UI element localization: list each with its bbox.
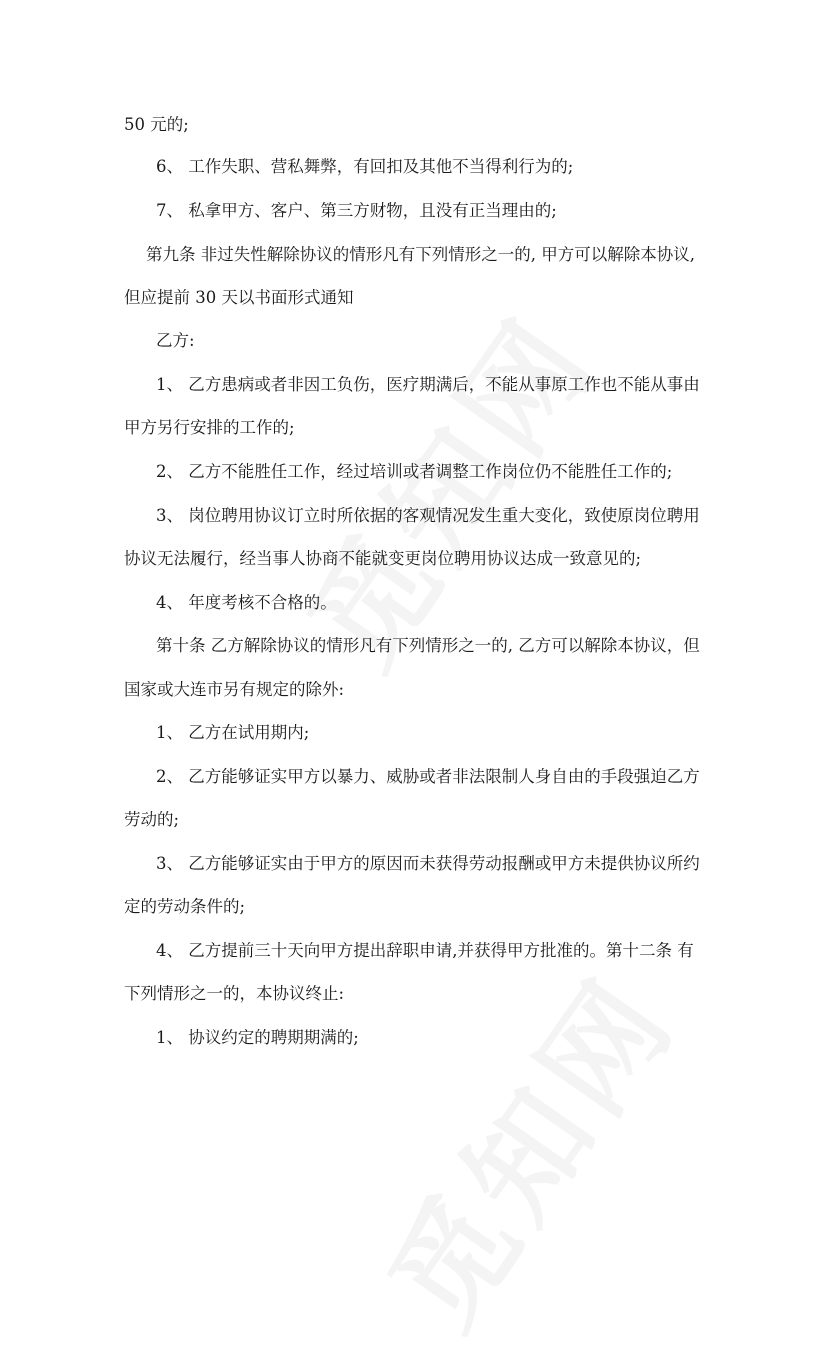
text-line: 第九条 非过失性解除协议的情形凡有下列情形之一的, 甲方可以解除本协议, — [146, 245, 695, 264]
text-line: 50 元的; — [124, 115, 189, 134]
text-line: 2、 乙方能够证实甲方以暴力、威胁或者非法限制人身自由的手段强迫乙方 — [156, 767, 700, 786]
text-line: 国家或大连市另有规定的除外: — [124, 680, 345, 699]
text-line: 1、 乙方在试用期内; — [156, 723, 310, 742]
text-line: 4、 年度考核不合格的。 — [156, 593, 337, 612]
text-line: 6、 工作失职、营私舞弊，有回扣及其他不当得利行为的; — [156, 157, 574, 176]
watermark — [343, 937, 708, 1355]
text-line: 下列情形之一的，本协议终止: — [124, 984, 345, 1003]
text-line: 甲方另行安排的工作的; — [124, 418, 295, 437]
text-line: 4、 乙方提前三十天向甲方提出辞职申请,并获得甲方批准的。第十二条 有 — [156, 941, 694, 960]
text-line: 3、 乙方能够证实由于甲方的原因而未获得劳动报酬或甲方未提供协议所约 — [156, 854, 700, 873]
text-line: 协议无法履行，经当事人协商不能就变更岗位聘用协议达成一致意见的; — [124, 549, 642, 568]
text-line: 1、 乙方患病或者非因工负伤，医疗期满后，不能从事原工作也不能从事由 — [156, 375, 700, 394]
text-line: 但应提前 30 天以书面形式通知 — [124, 288, 354, 307]
text-line: 3、 岗位聘用协议订立时所依据的客观情况发生重大变化，致使原岗位聘用 — [156, 506, 700, 525]
text-line: 第十条 乙方解除协议的情形凡有下列情形之一的, 乙方可以解除本协议，但 — [156, 636, 700, 655]
text-line: 1、 协议约定的聘期期满的; — [156, 1028, 359, 1047]
text-line: 2、 乙方不能胜任工作，经过培训或者调整工作岗位仍不能胜任工作的; — [156, 462, 673, 481]
watermark — [263, 277, 628, 695]
text-line: 劳动的; — [124, 810, 180, 829]
text-line: 定的劳动条件的; — [124, 897, 246, 916]
text-line: 7、 私拿甲方、客户、第三方财物，且没有正当理由的; — [156, 201, 557, 220]
text-line: 乙方: — [156, 331, 195, 350]
